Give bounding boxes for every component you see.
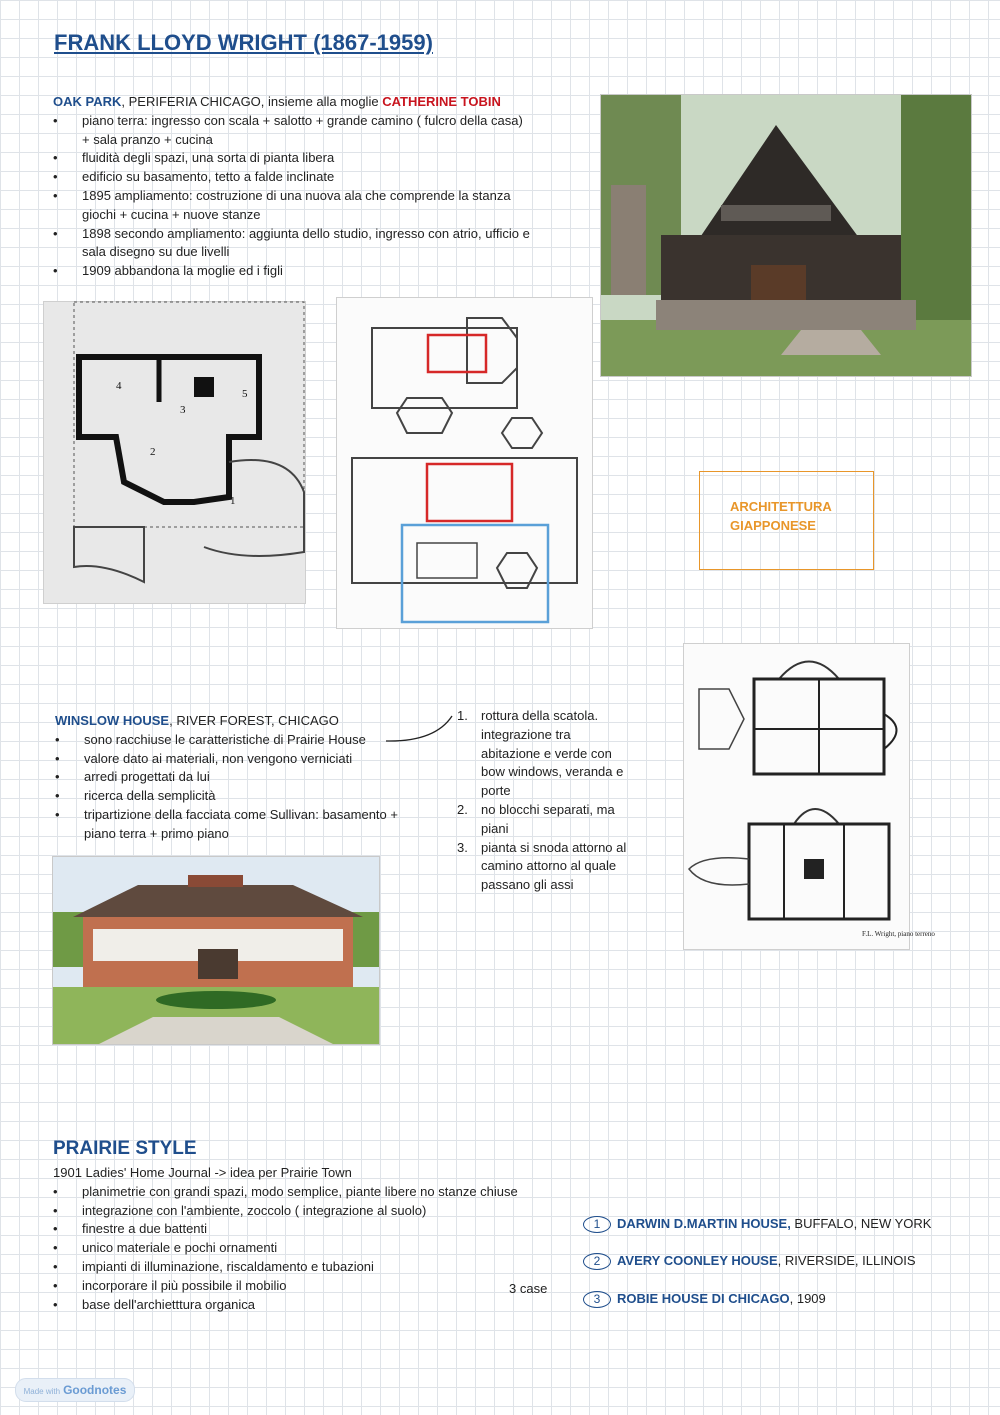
house-location: BUFFALO, NEW YORK <box>790 1216 932 1231</box>
list-item: • arredi progettati da lui <box>55 768 415 787</box>
list-item: • valore dato ai materiali, non vengono verniciati <box>55 750 415 769</box>
room-label: 3 <box>180 404 186 416</box>
list-text: rottura della scatola. integrazione tra abitazione e verde con bow windows, veranda e porte <box>481 708 624 799</box>
badge-prefix: Made with <box>23 1387 61 1396</box>
list-item: • 1909 abbandona la moglie ed i figli <box>53 262 533 281</box>
winslow-photo-drawing <box>53 857 379 1044</box>
list-item <box>457 707 627 801</box>
room-label: 5 <box>242 388 248 400</box>
oak-park-heading <box>53 93 533 112</box>
list-item: • 1895 ampliamento: costruzione di una nuova ala che comprende la stanza giochi + cucina + nuove stanze <box>53 187 533 225</box>
winslow-numbered-section <box>457 707 627 895</box>
prairie-style-heading: PRAIRIE STYLE <box>53 1138 197 1159</box>
house-name: ROBIE HOUSE DI CHICAGO <box>617 1291 790 1306</box>
connector-line <box>380 712 460 752</box>
room-label: 4 <box>116 380 122 392</box>
list-number: 2. <box>457 801 468 817</box>
house-name: AVERY COONLEY HOUSE <box>617 1253 778 1268</box>
room-label: 1 <box>230 495 236 507</box>
winslow-section <box>55 712 415 844</box>
list-text: no blocchi separati, ma piani <box>481 801 615 836</box>
oak-park-place: OAK PARK <box>53 94 122 109</box>
list-item: • unico materiale e pochi ornamenti <box>53 1239 593 1258</box>
list-item <box>457 839 627 895</box>
goodnotes-badge[interactable] <box>15 1378 135 1402</box>
list-item: • fluidità degli spazi, una sorta di pianta libera <box>53 149 533 168</box>
plan-caption: F.L. Wright, piano terreno <box>862 930 935 938</box>
list-number: 1. <box>457 708 468 723</box>
list-item: • integrazione con l'ambiente, zoccolo ( integrazione al suolo) <box>53 1202 593 1221</box>
winslow-house-photo <box>52 856 380 1045</box>
winslow-heading <box>55 712 415 731</box>
list-item: • finestre a due battenti <box>53 1220 593 1239</box>
room-label: 2 <box>150 446 156 458</box>
list-item: • planimetrie con grandi spazi, modo semplice, piante libere no stanze chiuse <box>53 1183 593 1202</box>
page-title: FRANK LLOYD WRIGHT (1867-1959) <box>54 30 433 55</box>
oak-park-studio-plans <box>336 297 593 629</box>
architettura-giapponese-label: ARCHITETTURA GIAPPONESE <box>730 499 832 533</box>
house-name: DARWIN D.MARTIN HOUSE, <box>617 1216 791 1231</box>
list-item: • piano terra: ingresso con scala + salotto + grande camino ( fulcro della casa) + sala pranzo + cucina <box>53 112 533 150</box>
house-photo-drawing <box>601 95 971 376</box>
list-item: • 1898 secondo ampliamento: aggiunta dello studio, ingresso con atrio, ufficio e sala disegno su due livelli <box>53 225 533 263</box>
oak-park-rest: , PERIFERIA CHICAGO, insieme alla moglie <box>121 94 383 109</box>
oak-park-section <box>53 93 533 281</box>
list-item: • sono racchiuse le caratteristiche di Prairie House <box>55 731 415 750</box>
list-item <box>457 801 627 839</box>
list-number: 3. <box>457 839 468 855</box>
list-item: • ricerca della semplicità <box>55 787 415 806</box>
catherine-tobin: CATHERINE TOBIN <box>382 94 501 109</box>
house-location: , 1909 <box>789 1291 826 1306</box>
house-location: , RIVERSIDE, ILLINOIS <box>777 1253 916 1268</box>
house-item-3 <box>583 1290 993 1309</box>
house-item-1 <box>583 1215 993 1234</box>
winslow-list <box>55 731 415 844</box>
list-item: • base dell'archietttura organica <box>53 1296 593 1315</box>
house-item-2 <box>583 1252 993 1271</box>
studio-plan-drawing <box>337 298 592 628</box>
oak-park-floor-plan <box>43 301 306 604</box>
oak-park-house-photo <box>600 94 972 377</box>
winslow-house-name: WINSLOW HOUSE <box>55 713 170 728</box>
list-item: • impianti di illuminazione, riscaldamento e tubazioni <box>53 1258 593 1277</box>
badge-brand: Goodnotes <box>63 1383 127 1397</box>
winslow-plan-drawing <box>684 644 935 949</box>
prairie-intro: 1901 Ladies' Home Journal -> idea per Prairie Town <box>53 1165 352 1180</box>
winslow-rest: , RIVER FOREST, CHICAGO <box>169 713 339 728</box>
architettura-giapponese-box <box>699 471 874 570</box>
oak-park-list <box>53 112 533 281</box>
number-circle: 1 <box>583 1216 611 1233</box>
list-item: • edificio su basamento, tetto a falde inclinate <box>53 168 533 187</box>
floor-plan-drawing <box>44 302 305 603</box>
tre-case-note: 3 case <box>509 1281 548 1296</box>
number-circle: 2 <box>583 1253 611 1270</box>
winslow-numbered-list <box>457 707 627 895</box>
number-circle: 3 <box>583 1291 611 1308</box>
list-item: • incorporare il più possibile il mobilio <box>53 1277 593 1296</box>
list-text: pianta si snoda attorno al camino attorno al quale passano gli assi <box>481 839 627 893</box>
winslow-floor-plans <box>683 643 935 950</box>
list-item: • tripartizione della facciata come Sullivan: basamento + piano terra + primo piano <box>55 806 415 844</box>
